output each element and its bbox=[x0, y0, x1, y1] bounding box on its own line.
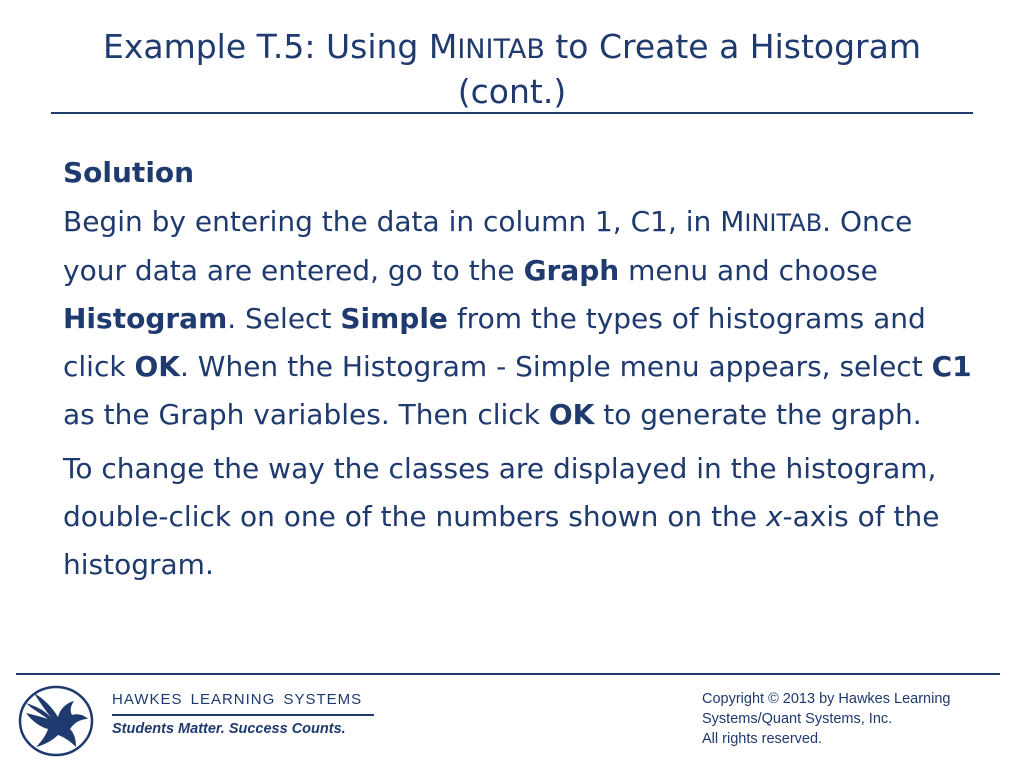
title-brand-smallcaps: INITAB bbox=[457, 34, 545, 65]
paragraph-2: To change the way the classes are displayed in the histogram, double-click on one of the numbers shown on the x-axis of the histogram. bbox=[63, 452, 940, 581]
title-line-2: (cont.) bbox=[457, 72, 567, 111]
bold-c1: C1 bbox=[931, 350, 972, 383]
solution-heading: Solution bbox=[63, 156, 195, 189]
copyright-notice bbox=[702, 689, 1002, 749]
title-line-1 bbox=[50, 26, 974, 71]
bold-simple: Simple bbox=[340, 302, 448, 335]
copyright-line-1: Copyright © 2013 by Hawkes Learning bbox=[702, 691, 951, 707]
bold-ok-2: OK bbox=[548, 398, 595, 431]
bold-ok: OK bbox=[134, 350, 180, 383]
bold-histogram: Histogram bbox=[63, 302, 228, 335]
title-brand-initial: M bbox=[428, 27, 458, 66]
title-text-end: to Create a Histogram bbox=[544, 27, 921, 66]
company-name: HAWKES LEARNING SYSTEMS bbox=[112, 691, 363, 708]
company-tagline: Students Matter. Success Counts. bbox=[112, 721, 346, 737]
footer-divider bbox=[16, 673, 1000, 675]
slide-title bbox=[50, 26, 974, 113]
title-divider bbox=[51, 112, 973, 114]
company-underline bbox=[112, 714, 374, 716]
title-text: Example T.5: Using bbox=[102, 27, 429, 66]
slide-body bbox=[63, 150, 973, 589]
eagle-logo-icon bbox=[16, 681, 100, 761]
brand-smallcaps: INITAB bbox=[744, 209, 823, 237]
copyright-line-3: All rights reserved. bbox=[702, 731, 823, 747]
bold-graph: Graph bbox=[523, 254, 620, 287]
copyright-line-2: Systems/Quant Systems, Inc. bbox=[702, 711, 893, 727]
italic-x: x bbox=[765, 500, 783, 533]
paragraph-1: Begin by entering the data in column 1, C1, in MINITAB. Once your data are entered, go to the Graph menu and choose Histogram. Select Simple from the types of histograms and click OK. When the Histogram - Simple menu appears, select C1 as the Graph variables. Then click OK to generate the graph. bbox=[63, 205, 972, 431]
